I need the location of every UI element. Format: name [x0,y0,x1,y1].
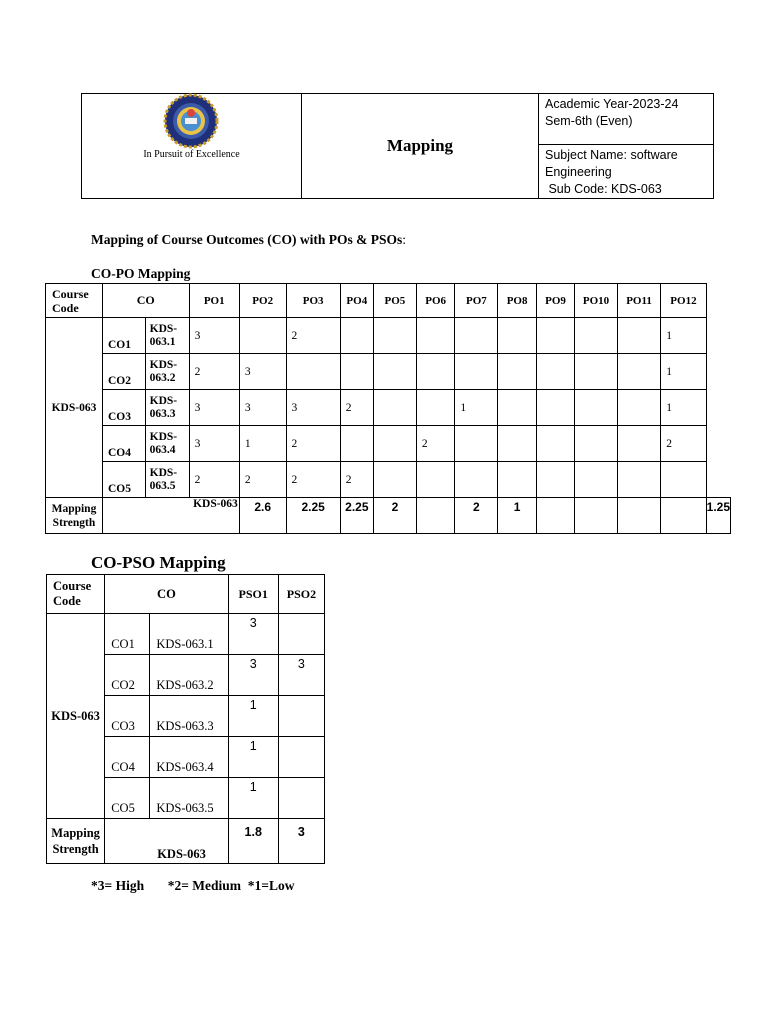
co-label: CO4 [102,426,145,462]
po-value-cell: 2 [189,462,239,498]
co-po-table [45,283,731,534]
header-po11: PO11 [617,284,660,318]
logo-cell [82,94,302,199]
co-code: KDS-063.5 [150,778,228,819]
mapping-value: 2.25 [286,498,340,534]
mapping-value: 2 [455,498,498,534]
co-pso-mapping-row [47,819,325,864]
po-value-cell: 2 [286,462,340,498]
po-value-cell: 1 [661,390,706,426]
po-value-cell: 2 [416,426,454,462]
po-value-cell [455,426,498,462]
header-po9: PO9 [536,284,574,318]
po-value-cell [498,462,536,498]
header-po12: PO12 [661,284,706,318]
po-value-cell: 2 [286,426,340,462]
po-value-cell [340,318,373,354]
header-po5: PO5 [373,284,416,318]
section-title [91,232,406,248]
po-value-cell [536,318,574,354]
po-value-cell [617,462,660,498]
table-row [46,426,731,462]
po-value-cell: 2 [189,354,239,390]
mapping-value [661,498,706,534]
pso-value-cell: 1 [228,778,278,819]
co-pso-table [46,574,325,864]
po-value-cell [286,354,340,390]
co-label: CO4 [105,737,150,778]
mapping-value [416,498,454,534]
table-row [46,318,731,354]
po-value-cell: 1 [661,354,706,390]
po-value-cell [575,462,618,498]
pso-value-cell [278,778,324,819]
po-value-cell [536,426,574,462]
pso-mapping-code: KDS-063 [105,819,228,864]
co-label: CO2 [102,354,145,390]
po-value-cell [373,462,416,498]
mapping-strength-label: Mapping Strength [46,498,103,534]
motto-text: In Pursuit of Excellence [143,149,240,160]
co-label: CO1 [105,614,150,655]
pso-value-cell: 1 [228,696,278,737]
po-value-cell [575,354,618,390]
co-pso-title: CO-PSO Mapping [91,553,226,572]
header-po8: PO8 [498,284,536,318]
po-value-cell: 2 [286,318,340,354]
mapping-value [536,498,574,534]
header-table [81,93,714,199]
po-value-cell [575,390,618,426]
po-value-cell [373,318,416,354]
po-value-cell [617,426,660,462]
pso-course-code: KDS-063 [47,614,105,819]
po-value-cell [416,354,454,390]
header-po3: PO3 [286,284,340,318]
header-po2: PO2 [239,284,286,318]
subject-name-line1: Subject Name: software [545,148,678,162]
po-value-cell [661,462,706,498]
po-value-cell [617,318,660,354]
pso-value-cell: 3 [278,655,324,696]
mapping-value [575,498,618,534]
po-value-cell [575,426,618,462]
co-po-mapping-row [46,498,731,534]
co-po-header-row [46,284,731,318]
po-value-cell: 3 [239,354,286,390]
section-title-colon: : [402,232,407,247]
legend-high: *3= High [91,878,145,893]
po-value-cell: 2 [340,390,373,426]
po-value-cell: 3 [286,390,340,426]
co-code: KDS-063.1 [150,614,228,655]
co-code: KDS-063.2 [145,354,189,390]
po-value-cell [373,354,416,390]
co-label: CO5 [105,778,150,819]
table-row [47,614,325,655]
po-value-cell [340,354,373,390]
po-value-cell [416,390,454,426]
pso-mapping-value: 1.8 [228,819,278,864]
pso-value-cell: 3 [228,655,278,696]
po-value-cell [455,318,498,354]
mapping-blank [102,498,189,534]
po-value-cell [575,318,618,354]
legend [91,878,294,894]
po-value-cell: 1 [455,390,498,426]
po-value-cell [617,390,660,426]
po-value-cell [617,354,660,390]
pso-header-co: CO [105,575,228,614]
po-value-cell [536,354,574,390]
legend-low: *1=Low [247,878,295,893]
pso-value-cell: 3 [228,614,278,655]
subject-name-line2: Engineering [545,165,612,179]
po-value-cell: 1 [239,426,286,462]
header-course-code: Course Code [46,284,103,318]
header-co: CO [102,284,189,318]
legend-medium: *2= Medium [167,878,242,893]
po-value-cell: 3 [189,426,239,462]
po-value-cell [536,390,574,426]
academic-info-cell [539,94,714,145]
po-value-cell: 2 [239,462,286,498]
course-code: KDS-063 [46,318,103,498]
pso-value-cell [278,614,324,655]
mapping-code: KDS-063 [189,498,239,534]
mapping-value: 2.25 [340,498,373,534]
pso-mapping-value: 3 [278,819,324,864]
header-po1: PO1 [189,284,239,318]
po-value-cell [498,426,536,462]
co-code: KDS-063.5 [145,462,189,498]
institute-seal-logo [163,93,219,149]
header-po10: PO10 [575,284,618,318]
header-po6: PO6 [416,284,454,318]
co-label: CO1 [102,318,145,354]
po-value-cell [373,426,416,462]
po-value-cell [455,462,498,498]
header-pso2: PSO2 [278,575,324,614]
po-value-cell [416,462,454,498]
po-value-cell [455,354,498,390]
pso-value-cell [278,696,324,737]
po-value-cell [373,390,416,426]
semester: Sem-6th (Even) [545,114,633,128]
co-code: KDS-063.3 [150,696,228,737]
po-value-cell: 3 [189,318,239,354]
po-value-cell [498,354,536,390]
pso-value-cell [278,737,324,778]
co-code: KDS-063.1 [145,318,189,354]
pso-value-cell: 1 [228,737,278,778]
co-code: KDS-063.4 [150,737,228,778]
subject-info-cell [539,145,714,199]
mapping-value: 2.6 [239,498,286,534]
mapping-value: 2 [373,498,416,534]
co-label: CO2 [105,655,150,696]
mapping-value: 1.25 [706,498,730,534]
po-value-cell: 2 [340,462,373,498]
header-pso1: PSO1 [228,575,278,614]
po-value-cell: 3 [239,390,286,426]
page-title: Mapping [302,94,539,199]
header-po7: PO7 [455,284,498,318]
co-label: CO3 [102,390,145,426]
po-value-cell: 2 [661,426,706,462]
po-value-cell [239,318,286,354]
academic-year: Academic Year-2023-24 [545,97,679,111]
po-value-cell [536,462,574,498]
co-po-title: CO-PO Mapping [91,266,191,281]
header-po4: PO4 [340,284,373,318]
co-code: KDS-063.2 [150,655,228,696]
co-code: KDS-063.3 [145,390,189,426]
table-row [46,390,731,426]
po-value-cell: 3 [189,390,239,426]
co-label: CO5 [102,462,145,498]
co-code: KDS-063.4 [145,426,189,462]
section-title-text: Mapping of Course Outcomes (CO) with POs & PSOs [91,232,403,247]
po-value-cell [498,318,536,354]
po-value-cell: 1 [661,318,706,354]
pso-header-course-code: Course Code [47,575,105,614]
pso-mapping-strength-label: Mapping Strength [47,819,105,864]
mapping-value [617,498,660,534]
po-value-cell [498,390,536,426]
co-label: CO3 [105,696,150,737]
po-value-cell [340,426,373,462]
co-pso-header-row [47,575,325,614]
table-row [46,462,731,498]
mapping-value: 1 [498,498,536,534]
po-value-cell [416,318,454,354]
sub-code: Sub Code: KDS-063 [545,182,662,196]
table-row [46,354,731,390]
